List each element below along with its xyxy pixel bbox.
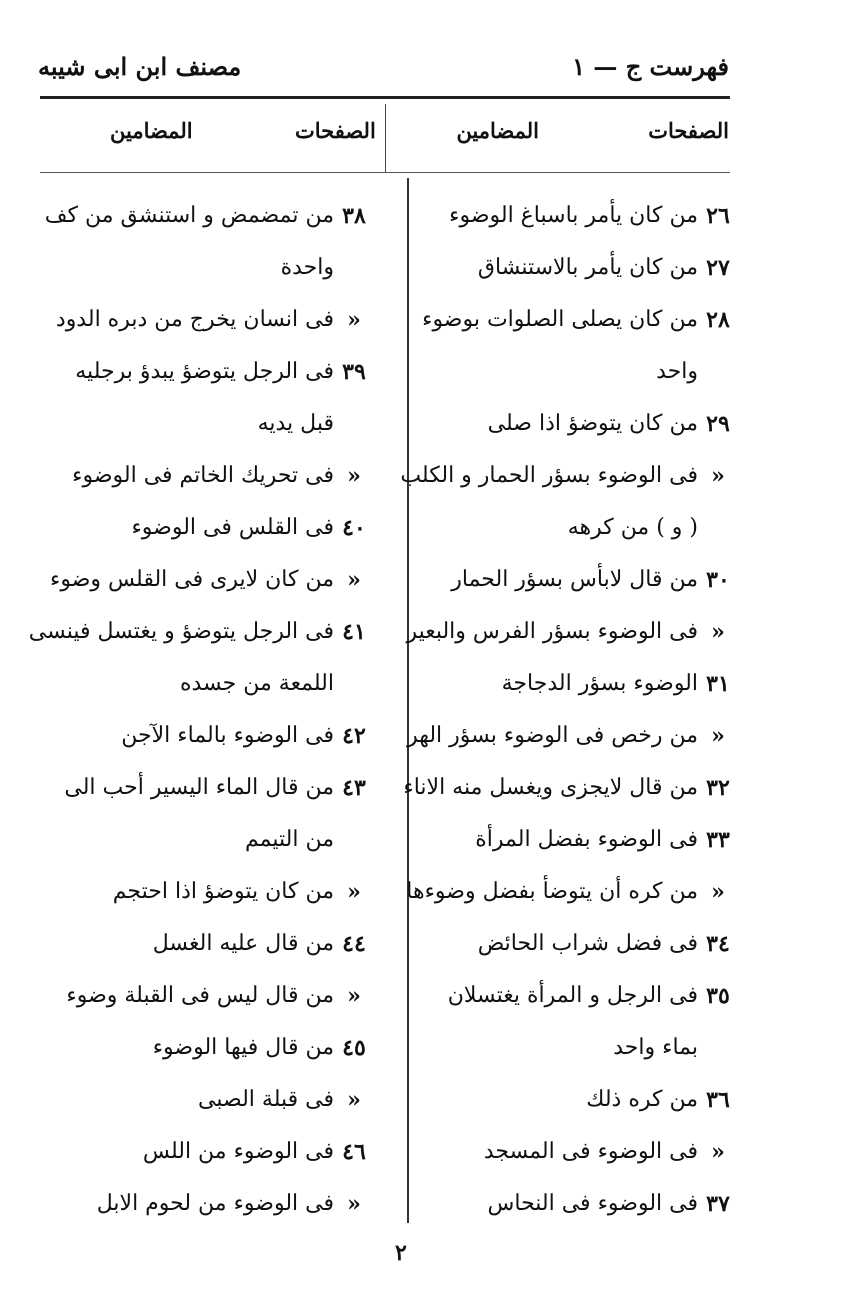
entry-title: من قال ليس فى القبلة وضوء [66,983,334,1008]
index-entry [40,294,374,346]
entry-page-number: ٣١ [706,671,730,697]
index-entry [40,970,374,1022]
entry-title: من تمضمض و استنشق من كف [44,203,334,228]
index-entry [408,606,738,658]
entry-title: فى قبلة الصبى [198,1087,334,1112]
entry-title: فى الوضوء من اللس [142,1139,334,1164]
entry-page-number: ٢٧ [706,255,730,281]
entry-title: واحد [656,359,698,384]
entry-title: من كان يتوضؤ اذا صلى [487,411,698,436]
entry-title: فى الوضوء بفضل المرأة [475,827,698,852]
index-entry [408,294,738,346]
right-topics-label: المضامين [456,118,539,143]
entry-page-number: ٢٦ [706,203,730,229]
index-entry [403,762,738,814]
index-entry [400,450,738,502]
index-entry [40,814,374,866]
entry-page-number: ٤٦ [342,1139,366,1165]
entry-title: من قال لابأس بسؤر الحمار [451,567,698,592]
index-entry [40,658,374,710]
index-entry [408,502,738,554]
entry-page-number: « [711,1139,725,1165]
index-entry [40,1022,374,1074]
entry-title: من التيمم [245,827,334,852]
entry-title: فى الوضوء من لحوم الابل [96,1191,334,1216]
entry-page-number: ٣٧ [706,1191,730,1217]
entry-title: فى الوضوء فى المسجد [483,1139,698,1164]
entry-title: من قال الماء اليسير أحب الى [64,775,334,800]
running-header-left: مصنف ابن ابى شيبه [38,52,242,81]
entry-page-number: ٤٢ [342,723,366,749]
index-entry [40,710,374,762]
entry-page-number: « [347,307,361,333]
index-entry [40,918,374,970]
entry-page-number: « [347,983,361,1009]
index-entry [408,242,738,294]
entry-title: فى القلس فى الوضوء [131,515,334,540]
entry-page-number: « [347,1191,361,1217]
entry-page-number: « [347,879,361,905]
right-column [400,190,738,1230]
entry-title: ( و ) من كرهه [567,515,698,540]
entry-title: فى انسان يخرج من دبره الدود [55,307,334,332]
entry-page-number: ٣٩ [342,359,366,385]
entry-title: من كره ذلك [586,1087,698,1112]
index-entry [40,502,374,554]
running-header-right: فهرست ج — ١ [572,52,729,81]
entry-title: من كره أن يتوضأ بفضل وضوءها [406,879,698,904]
entry-title: فى الوضوء فى النحاس [487,1191,698,1216]
entry-title: فى الرجل يتوضؤ و يغتسل فينسى [28,619,334,644]
entry-title: من قال لايجزى ويغسل منه الاناء [403,775,698,800]
entry-title: قبل يديه [257,411,334,436]
entry-title: واحدة [280,255,334,280]
entry-page-number: « [347,567,361,593]
entry-title: فى الرجل و المرأة يغتسلان [447,983,698,1008]
index-entry [408,918,738,970]
entry-title: من كان لايرى فى القلس وضوء [49,567,334,592]
entry-title: من كان يصلى الصلوات بوضوء [422,307,698,332]
index-entry [40,762,374,814]
entry-page-number: ٣٦ [706,1087,730,1113]
entry-page-number: ٣٥ [706,983,730,1009]
entry-title: من كان يأمر باسباغ الوضوء [449,203,698,228]
entry-page-number: « [347,1087,361,1113]
entry-page-number: ٤٤ [342,931,366,957]
entry-page-number: ٣٣ [706,827,730,853]
left-column [28,190,374,1230]
index-entry [408,1074,738,1126]
index-entry [408,346,738,398]
entry-page-number: ٣٠ [706,567,730,593]
index-entry [40,242,374,294]
index-entry [40,450,374,502]
index-entry [40,346,374,398]
entry-page-number: ٤٠ [342,515,366,541]
entry-page-number: « [711,619,725,645]
index-entry [408,710,738,762]
entry-title: فى الوضوء بسؤر الفرس والبعير [406,619,698,644]
header-rule [40,96,730,99]
entry-page-number: ٣٢ [706,775,730,801]
entry-title: اللمعة من جسده [179,671,334,696]
entry-page-number: ٤٣ [342,775,366,801]
index-entry [408,554,738,606]
entry-title: من قال عليه الغسل [152,931,334,956]
entry-title: فى فضل شراب الحائض [477,931,698,956]
right-pages-label: الصفحات [648,118,729,143]
index-entry [408,190,738,242]
entry-title: بماء واحد [613,1035,698,1060]
index-entry [408,866,738,918]
index-entry [408,970,738,1022]
index-entry [40,190,374,242]
index-entry [408,1022,738,1074]
index-entry [40,554,374,606]
column-header-divider [385,104,386,172]
index-entry [40,1178,374,1230]
entry-title: من كان يتوضؤ اذا احتجم [112,879,334,904]
entry-title: فى الرجل يتوضؤ يبدؤ برجليه [75,359,334,384]
entry-page-number: ٤١ [342,619,366,645]
page-number: ٢ [395,1240,407,1266]
index-entry [408,1126,738,1178]
entry-page-number: ٣٤ [706,931,730,957]
entry-page-number: « [711,463,725,489]
index-entry [408,658,738,710]
entry-title: من قال فيها الوضوء [152,1035,334,1060]
entry-page-number: ٢٨ [706,307,730,333]
index-entry [40,1074,374,1126]
index-entry [408,398,738,450]
entry-title: الوضوء بسؤر الدجاجة [501,671,698,696]
entry-title: فى الوضوء بسؤر الحمار و الكلب [400,463,698,488]
index-entry [40,866,374,918]
entry-page-number: ٢٩ [706,411,730,437]
entry-page-number: « [711,879,725,905]
entry-title: من كان يأمر بالاستنشاق [477,255,698,280]
index-entry [408,814,738,866]
column-header-rule [40,172,730,173]
index-entry [28,606,374,658]
entry-title: فى الوضوء بالماء الآجن [121,723,334,748]
left-topics-label: المضامين [110,118,193,143]
entry-page-number: « [711,723,725,749]
entry-title: فى تحريك الخاتم فى الوضوء [72,463,334,488]
entry-page-number: « [347,463,361,489]
index-entry [408,1178,738,1230]
entry-page-number: ٤٥ [342,1035,366,1061]
entry-title: من رخص فى الوضوء بسؤر الهر [407,723,698,748]
entry-page-number: ٣٨ [342,203,366,229]
index-entry [40,1126,374,1178]
index-entry [40,398,374,450]
left-pages-label: الصفحات [295,118,376,143]
